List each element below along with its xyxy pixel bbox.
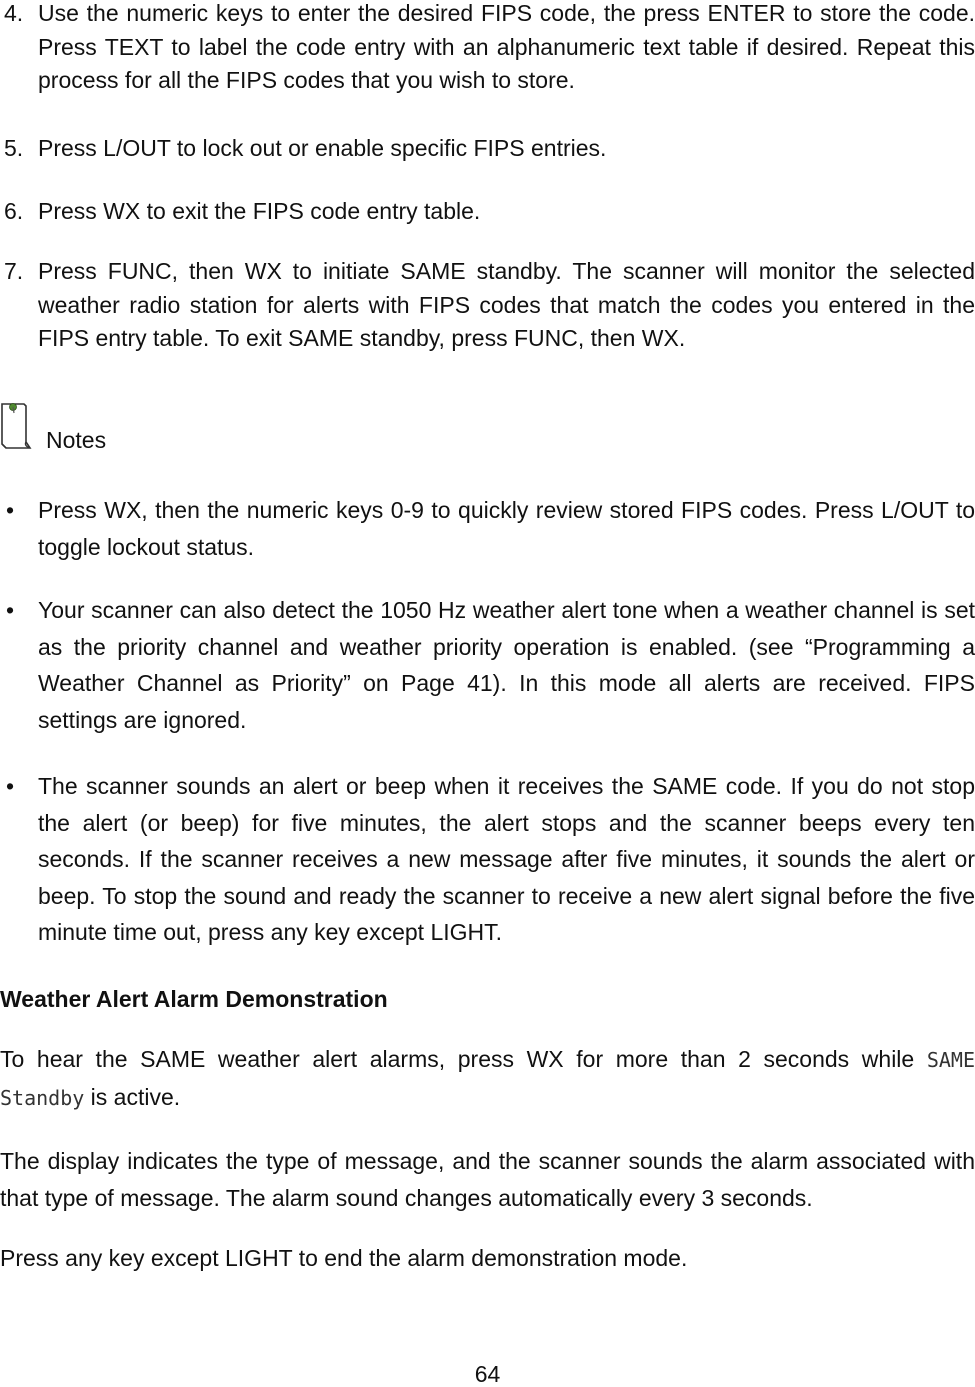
bullet-marker: • bbox=[6, 773, 15, 799]
bullet-text: Press WX, then the numeric keys 0-9 to quickly review stored FIPS codes. Press L/OUT to toggle lockout status. bbox=[38, 497, 975, 560]
bullet-marker: • bbox=[6, 597, 15, 623]
paragraph-text: To hear the SAME weather alert alarms, press WX for more than 2 seconds while bbox=[0, 1046, 927, 1072]
display-text-same-standby: SAME Standby bbox=[0, 1048, 975, 1110]
note-bullet-1 bbox=[0, 492, 975, 565]
step-6 bbox=[0, 195, 975, 229]
step-number: 7. bbox=[4, 258, 24, 284]
step-text: Use the numeric keys to enter the desired FIPS code, the press ENTER to store the code. Press TEXT to label the code entry with an alphanumeric text table if desired. Repeat this process for all the FIPS codes that you wish to store. bbox=[38, 0, 975, 93]
notes-header bbox=[0, 398, 200, 458]
step-text: Press L/OUT to lock out or enable specific FIPS entries. bbox=[38, 135, 607, 161]
step-5 bbox=[0, 132, 975, 166]
step-number: 5. bbox=[4, 135, 24, 161]
bullet-marker: • bbox=[6, 497, 15, 523]
section-heading: Weather Alert Alarm Demonstration bbox=[0, 986, 388, 1012]
step-text: Press FUNC, then WX to initiate SAME standby. The scanner will monitor the selected weather radio station for alerts with FIPS codes that match the codes you entered in the FIPS entry table. To exit SAME standby, press FUNC, then WX. bbox=[38, 258, 975, 351]
paragraph-display-description: The display indicates the type of message, and the scanner sounds the alarm associated with that type of message. The alarm sound changes automatically every 3 seconds. bbox=[0, 1148, 975, 1211]
step-number: 6. bbox=[4, 198, 24, 224]
paragraph-alarm-instructions bbox=[0, 1041, 975, 1117]
paragraph-text: is active. bbox=[84, 1084, 181, 1110]
step-7 bbox=[0, 255, 975, 356]
bullet-text: Your scanner can also detect the 1050 Hz weather alert tone when a weather channel is set as the priority channel and weather priority operation is enabled. (see “Programming a Weather Channel as Priority” on Page 41). In this mode all alerts are received. FIPS settings are ignored. bbox=[38, 597, 975, 733]
step-text: Press WX to exit the FIPS code entry table. bbox=[38, 198, 481, 224]
step-4 bbox=[0, 0, 975, 98]
note-bullet-3 bbox=[0, 768, 975, 951]
step-number: 4. bbox=[4, 0, 24, 26]
page-number: 64 bbox=[474, 1361, 501, 1387]
note-icon bbox=[0, 398, 40, 454]
paragraph-end-demo: Press any key except LIGHT to end the alarm demonstration mode. bbox=[0, 1245, 688, 1271]
notes-label: Notes bbox=[46, 427, 107, 453]
note-bullet-2 bbox=[0, 592, 975, 738]
bullet-text: The scanner sounds an alert or beep when it receives the SAME code. If you do not stop the alert (or beep) for five minutes, the alert stops and the scanner beeps every ten seconds. If the scanner receives a new message after five minutes, it sounds the alert or beep. To stop the sound and ready the scanner to receive a new alert signal before the five minute time out, press any key except LIGHT. bbox=[38, 773, 975, 945]
